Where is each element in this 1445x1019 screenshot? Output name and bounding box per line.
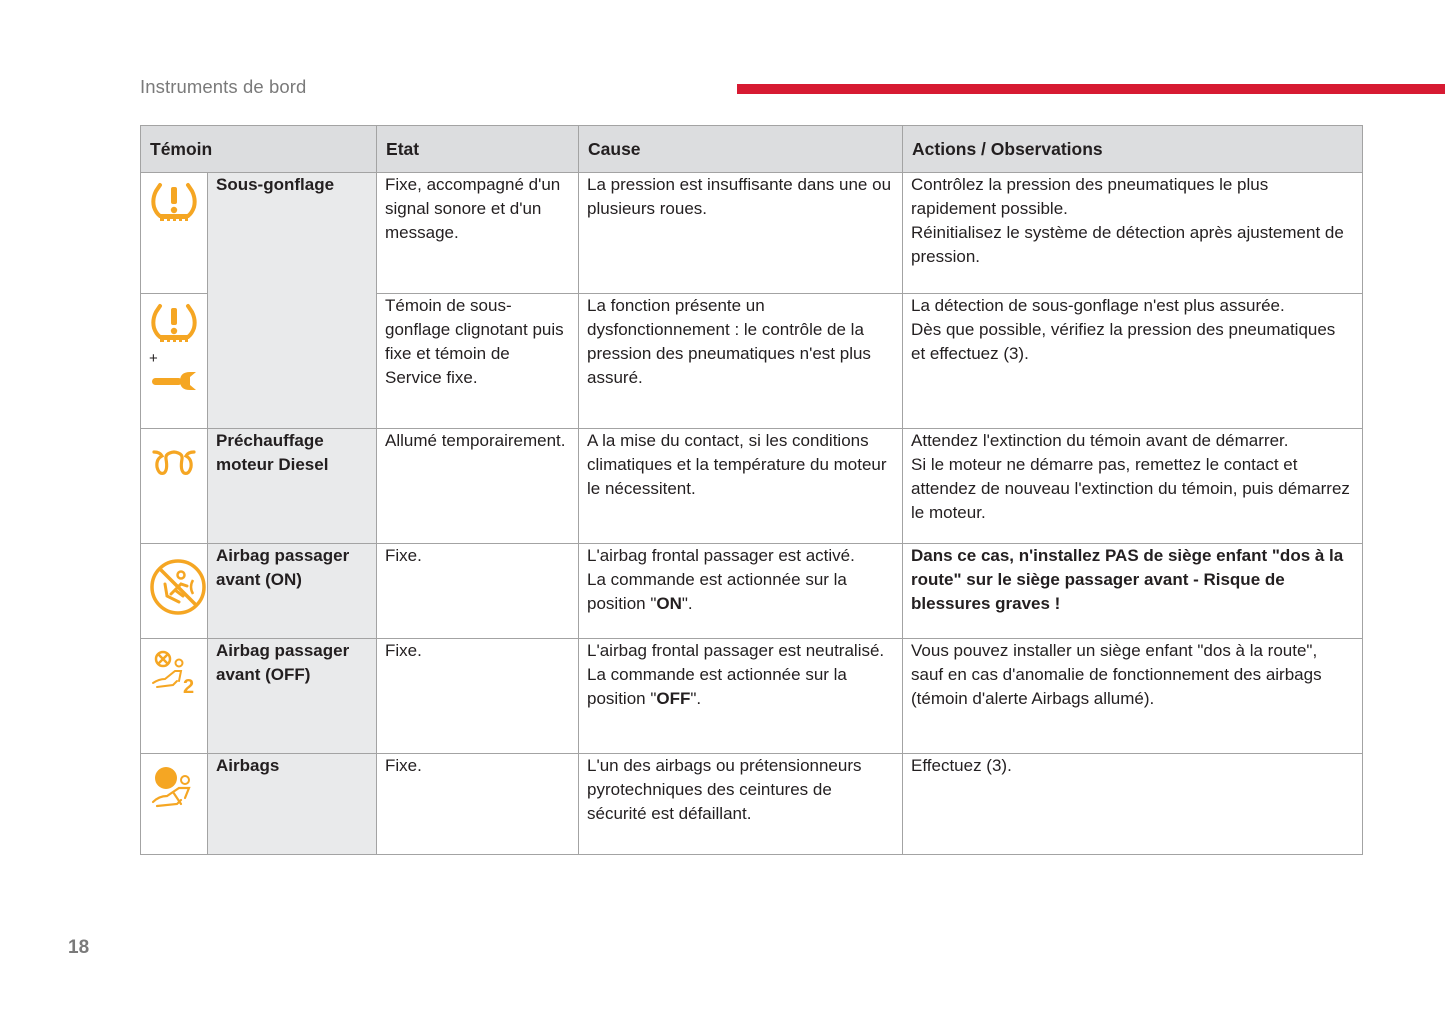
- cause-text: La commande est actionnée sur la position ": [587, 665, 847, 708]
- column-header-temoin: Témoin: [141, 126, 377, 173]
- cause-text: La commande est actionnée sur la position ": [587, 570, 847, 613]
- cause-text: ".: [690, 689, 702, 708]
- column-header-actions: Actions / Observations: [903, 126, 1363, 173]
- actions-line: Attendez l'extinction du témoin avant de démarrer.: [911, 431, 1289, 450]
- etat-cell: Fixe.: [377, 544, 579, 639]
- warning-name: Airbag passager avant (OFF): [208, 639, 377, 754]
- table-header-row: [141, 126, 1363, 173]
- warning-name: Préchauffage moteur Diesel: [208, 429, 377, 544]
- warning-name: Sous-gonflage: [208, 173, 377, 429]
- airbag-fault-icon: [149, 764, 199, 810]
- etat-cell: Fixe, accompagné d'un signal sonore et d'un message.: [377, 173, 579, 294]
- actions-cell: [903, 429, 1363, 544]
- wrench-service-icon: [150, 370, 198, 392]
- passenger-airbag-off-icon: [149, 649, 203, 695]
- tire-pressure-warning-icon: [150, 181, 198, 227]
- actions-line: Réinitialisez le système de détection après ajustement de pression.: [911, 223, 1344, 266]
- etat-cell: Fixe.: [377, 754, 579, 855]
- passenger-airbag-on-icon: [149, 558, 207, 616]
- actions-cell: [903, 294, 1363, 429]
- actions-warning: Dans ce cas, n'installez PAS de siège enfant "dos à la route" sur le siège passager avant - Risque de blessures graves !: [903, 544, 1363, 639]
- table-row: [141, 173, 1363, 294]
- table-row: [141, 544, 1363, 639]
- cause-cell: La fonction présente un dysfonctionnement : le contrôle de la pression des pneumatiques n'est plus assuré.: [579, 294, 903, 429]
- actions-cell: Effectuez (3).: [903, 754, 1363, 855]
- switch-position: OFF: [656, 689, 691, 708]
- etat-cell: Allumé temporairement.: [377, 429, 579, 544]
- actions-cell: [903, 173, 1363, 294]
- plus-sign: +: [149, 350, 158, 367]
- icon-cell: [141, 429, 208, 544]
- cause-line: L'airbag frontal passager est neutralisé.: [587, 641, 885, 660]
- section-title: Instruments de bord: [140, 76, 307, 97]
- actions-line: Contrôlez la pression des pneumatiques le plus rapidement possible.: [911, 175, 1269, 218]
- page-number: 18: [68, 937, 90, 958]
- column-header-cause: Cause: [579, 126, 903, 173]
- cause-line: [587, 568, 894, 616]
- icon-cell: [141, 294, 208, 429]
- table-row: [141, 429, 1363, 544]
- cause-line: [587, 663, 894, 711]
- icon-cell: [141, 544, 208, 639]
- etat-cell: Témoin de sous-gonflage clignotant puis fixe et témoin de Service fixe.: [377, 294, 579, 429]
- cause-cell: L'un des airbags ou prétensionneurs pyrotechniques des ceintures de sécurité est défaillant.: [579, 754, 903, 855]
- icon-cell: [141, 173, 208, 294]
- actions-line: Dès que possible, vérifiez la pression des pneumatiques et effectuez (3).: [911, 320, 1336, 363]
- header-accent-bar: [737, 84, 1445, 94]
- table-row: [141, 639, 1363, 754]
- warning-lights-table: [140, 125, 1363, 855]
- tire-pressure-warning-icon: [150, 302, 198, 348]
- actions-line: La détection de sous-gonflage n'est plus assurée.: [911, 296, 1285, 315]
- etat-cell: Fixe.: [377, 639, 579, 754]
- table-row: [141, 754, 1363, 855]
- cause-cell: [579, 639, 903, 754]
- cause-cell: A la mise du contact, si les conditions climatiques et la température du moteur le nécessitent.: [579, 429, 903, 544]
- column-header-etat: Etat: [377, 126, 579, 173]
- actions-line: Si le moteur ne démarre pas, remettez le contact et attendez de nouveau l'extinction du témoin, puis démarrez le moteur.: [911, 455, 1350, 522]
- cause-cell: [579, 544, 903, 639]
- svg-text:2: 2: [183, 676, 195, 695]
- cause-line: L'airbag frontal passager est activé.: [587, 546, 855, 565]
- cause-text: ".: [681, 594, 693, 613]
- actions-cell: Vous pouvez installer un siège enfant "dos à la route", sauf en cas d'anomalie de fonctionnement des airbags (témoin d'alerte Airbags allumé).: [903, 639, 1363, 754]
- warning-name: Airbags: [208, 754, 377, 855]
- icon-cell: [141, 754, 208, 855]
- switch-position: ON: [656, 594, 682, 613]
- cause-cell: La pression est insuffisante dans une ou plusieurs roues.: [579, 173, 903, 294]
- warning-name: Airbag passager avant (ON): [208, 544, 377, 639]
- glow-plug-icon: [152, 447, 196, 477]
- icon-cell: [141, 639, 208, 754]
